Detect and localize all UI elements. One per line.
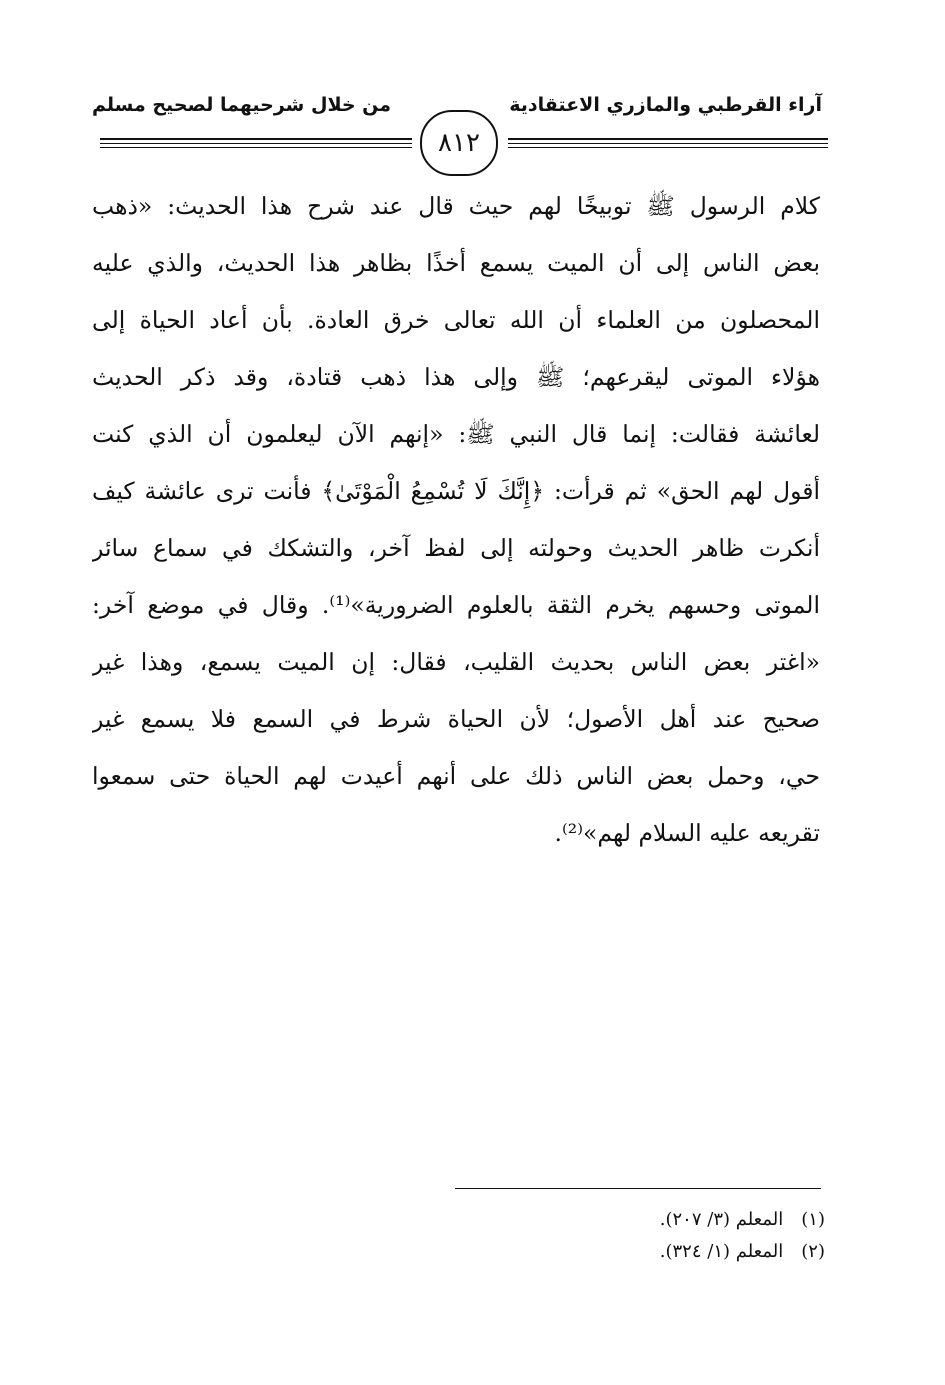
text-line: تقريعه عليه السلام لهم»⁽²⁾.	[554, 819, 820, 847]
text-line: هؤلاء الموتى ليقرعهم؛ ﷺ وإلى هذا ذهب قتادة، وقد ذكر الحديث	[92, 363, 820, 391]
text-line: المحصلون من العلماء أن الله تعالى خرق العادة. بأن أعاد الحياة إلى	[92, 306, 820, 334]
page-number-badge	[420, 110, 498, 176]
header-rule-right	[508, 138, 828, 144]
footnote-1	[455, 1204, 825, 1236]
header-rule-left-thin	[100, 147, 412, 148]
header-rule-left	[100, 138, 412, 144]
text-line: لعائشة فقالت: إنما قال النبي ﷺ: «إنهم الآن ليعلمون أن الذي كنت	[92, 420, 820, 448]
footnote-text: المعلم (٣/ ٢٠٧).	[659, 1209, 784, 1230]
footnote-number: (٢)	[801, 1241, 825, 1262]
footnotes	[455, 1204, 825, 1268]
footnote-2	[455, 1236, 825, 1268]
text-line: بعض الناس إلى أن الميت يسمع أخذًا بظاهر هذا الحديث، والذي عليه	[92, 249, 820, 277]
main-text	[92, 178, 820, 862]
text-line: أقول لهم الحق» ثم قرأت: ﴿إِنَّكَ لَا تُسْمِعُ الْمَوْتَىٰ﴾ فأنت ترى عائشة كيف	[92, 477, 820, 505]
footnote-text: المعلم (١/ ٣٢٤).	[659, 1241, 784, 1262]
text-line: «اغتر بعض الناس بحديث القليب، فقال: إن الميت يسمع، وهذا غير	[92, 648, 820, 676]
footnote-separator	[455, 1188, 821, 1189]
text-line: صحيح عند أهل الأصول؛ لأن الحياة شرط في السمع فلا يسمع غير	[92, 705, 820, 733]
page-number: ٨١٢	[438, 128, 480, 158]
text-line: حي، وحمل بعض الناس ذلك على أنهم أعيدت لهم الحياة حتى سمعوا	[92, 762, 820, 790]
header-book-subtitle: من خلال شرحيهما لصحيح مسلم	[92, 94, 392, 116]
text-line: الموتى وحسهم يخرم الثقة بالعلوم الضرورية»⁽¹⁾. وقال في موضع آخر:	[92, 591, 820, 619]
header-rule-right-thin	[508, 147, 828, 148]
footnote-number: (١)	[801, 1209, 825, 1230]
header-book-title: آراء القرطبي والمازري الاعتقادية	[509, 94, 822, 116]
text-line: كلام الرسول ﷺ توبيخًا لهم حيث قال عند شرح هذا الحديث: «ذهب	[92, 192, 820, 220]
text-line: أنكرت ظاهر الحديث وحولته إلى لفظ آخر، والتشكك في سماع سائر	[92, 534, 820, 562]
